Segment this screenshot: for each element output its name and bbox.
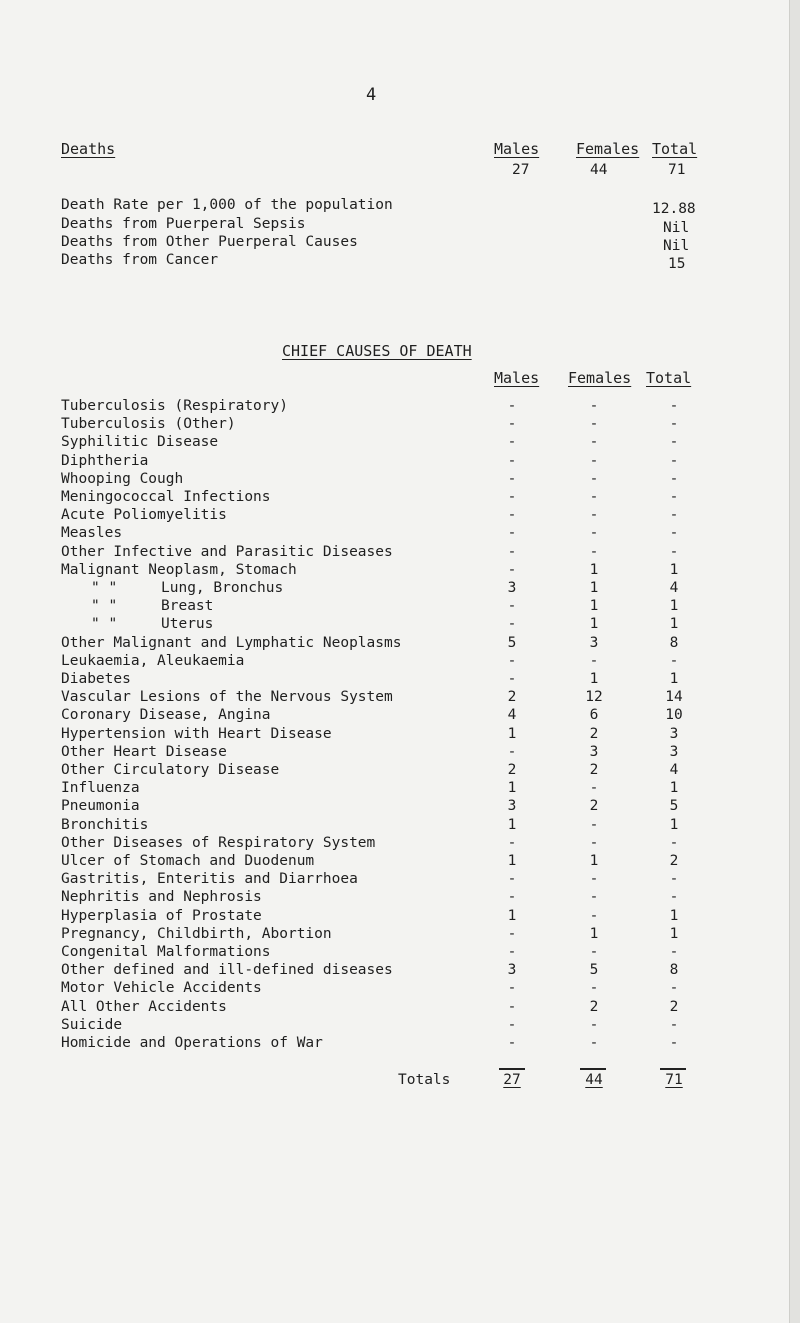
cell-total: 2 [669, 999, 679, 1015]
cell-total: - [669, 471, 679, 487]
cell-females: - [589, 416, 599, 432]
causes-col-total: Total [646, 369, 692, 387]
cell-total: 1 [669, 562, 679, 578]
cell-males: - [507, 598, 517, 614]
stat-value-other-puerperal: Nil [663, 238, 690, 254]
cause-label: Vascular Lesions of the Nervous System [61, 689, 393, 705]
stat-label-cancer: Deaths from Cancer [61, 252, 219, 268]
cause-label: Pregnancy, Childbirth, Abortion [61, 926, 332, 942]
cause-label: Other Heart Disease [61, 744, 227, 760]
cause-label: Pneumonia [61, 798, 140, 814]
summary-col-females: Females [576, 140, 640, 158]
cell-females: 1 [589, 580, 599, 596]
cell-males: - [507, 871, 517, 887]
cell-males: - [507, 744, 517, 760]
cell-males: - [507, 944, 517, 960]
cell-females: 6 [589, 707, 599, 723]
cell-males: - [507, 416, 517, 432]
stat-value-death-rate: 12.88 [652, 201, 696, 217]
cell-males: - [507, 889, 517, 905]
cell-total: - [669, 434, 679, 450]
cause-label [61, 598, 213, 614]
cell-males: - [507, 653, 517, 669]
cell-females: - [589, 653, 599, 669]
cell-total: 2 [669, 853, 679, 869]
cell-total: 3 [669, 726, 679, 742]
cell-males: - [507, 544, 517, 560]
cell-total: - [669, 889, 679, 905]
totals-rule-total [660, 1068, 686, 1070]
cell-males: - [507, 507, 517, 523]
cell-total: - [669, 544, 679, 560]
cause-label: Bronchitis [61, 817, 149, 833]
causes-col-females: Females [568, 369, 632, 387]
cell-males: 2 [507, 762, 517, 778]
totals-females: 44 [585, 1072, 603, 1088]
cause-label: Malignant Neoplasm, Stomach [61, 562, 297, 578]
cell-females: 3 [589, 635, 599, 651]
ditto-mark: " " [91, 598, 118, 614]
totals-rule-females [580, 1068, 606, 1070]
cell-females: - [589, 544, 599, 560]
cause-label: Nephritis and Nephrosis [61, 889, 262, 905]
cell-males: - [507, 835, 517, 851]
cell-males: 1 [507, 726, 517, 742]
cell-females: - [589, 1017, 599, 1033]
stat-value-puerperal-sepsis: Nil [663, 220, 690, 236]
summary-females-value: 44 [590, 162, 608, 178]
cell-total: - [669, 507, 679, 523]
cell-males: 3 [507, 798, 517, 814]
cell-females: - [589, 489, 599, 505]
summary-col-total: Total [652, 140, 698, 158]
cause-label: Other Diseases of Respiratory System [61, 835, 376, 851]
cause-label: Syphilitic Disease [61, 434, 219, 450]
cause-label: Hyperplasia of Prostate [61, 908, 262, 924]
cell-males: 2 [507, 689, 517, 705]
cause-label: Diphtheria [61, 453, 149, 469]
cell-females: 2 [589, 999, 599, 1015]
cell-total: - [669, 871, 679, 887]
cell-males: - [507, 489, 517, 505]
cause-label: Other Infective and Parasitic Diseases [61, 544, 393, 560]
cell-total: 3 [669, 744, 679, 760]
cell-total: 1 [669, 598, 679, 614]
totals-males: 27 [503, 1072, 521, 1088]
cell-females: 2 [589, 798, 599, 814]
cause-label: Congenital Malformations [61, 944, 271, 960]
cause-label: Suicide [61, 1017, 123, 1033]
cause-label: Motor Vehicle Accidents [61, 980, 262, 996]
cell-total: 1 [669, 616, 679, 632]
cause-label: Diabetes [61, 671, 131, 687]
cell-males: - [507, 1035, 517, 1051]
cause-label: All Other Accidents [61, 999, 227, 1015]
totals-label: Totals [398, 1072, 451, 1088]
cell-total: 8 [669, 635, 679, 651]
cell-females: 1 [589, 616, 599, 632]
cell-total: 4 [669, 580, 679, 596]
totals-rule-males [499, 1068, 525, 1070]
cell-females: - [589, 507, 599, 523]
cell-total: - [669, 653, 679, 669]
cell-total: 14 [665, 689, 683, 705]
cell-males: 1 [507, 780, 517, 796]
cause-label-text: Breast [161, 598, 214, 614]
cell-females: - [589, 434, 599, 450]
cell-males: - [507, 434, 517, 450]
cell-males: - [507, 471, 517, 487]
cell-females: - [589, 835, 599, 851]
stat-value-cancer: 15 [668, 256, 686, 272]
cell-females: 1 [589, 562, 599, 578]
cell-females: - [589, 398, 599, 414]
cell-total: 1 [669, 671, 679, 687]
cause-label: Ulcer of Stomach and Duodenum [61, 853, 315, 869]
cell-females: - [589, 908, 599, 924]
cause-label [61, 616, 213, 632]
cell-total: - [669, 980, 679, 996]
summary-males-value: 27 [512, 162, 530, 178]
stat-label-death-rate: Death Rate per 1,000 of the population [61, 197, 393, 213]
deaths-heading: Deaths [61, 140, 116, 158]
cell-males: - [507, 398, 517, 414]
cell-males: - [507, 999, 517, 1015]
cause-label: Acute Poliomyelitis [61, 507, 227, 523]
cell-total: - [669, 398, 679, 414]
cell-total: - [669, 1017, 679, 1033]
cell-females: 2 [589, 762, 599, 778]
cell-males: 1 [507, 853, 517, 869]
ditto-mark: " " [91, 616, 118, 632]
cell-total: - [669, 525, 679, 541]
cause-label: Coronary Disease, Angina [61, 707, 271, 723]
cell-total: - [669, 453, 679, 469]
cause-label [61, 580, 283, 596]
cell-total: 1 [669, 817, 679, 833]
cell-males: - [507, 562, 517, 578]
cell-total: - [669, 489, 679, 505]
cell-females: 3 [589, 744, 599, 760]
cell-total: 4 [669, 762, 679, 778]
cause-label: Other Circulatory Disease [61, 762, 280, 778]
cell-females: 1 [589, 598, 599, 614]
cell-males: 3 [507, 580, 517, 596]
cell-total: - [669, 1035, 679, 1051]
cell-females: - [589, 889, 599, 905]
cell-total: 8 [669, 962, 679, 978]
cause-label-text: Uterus [161, 616, 214, 632]
cell-total: - [669, 416, 679, 432]
cell-total: - [669, 835, 679, 851]
cause-label: Gastritis, Enteritis and Diarrhoea [61, 871, 358, 887]
cause-label: Whooping Cough [61, 471, 184, 487]
cause-label: Meningococcal Infections [61, 489, 271, 505]
cell-males: - [507, 980, 517, 996]
cause-label: Other defined and ill-defined diseases [61, 962, 393, 978]
cell-females: - [589, 944, 599, 960]
cell-total: 1 [669, 926, 679, 942]
stat-label-puerperal-sepsis: Deaths from Puerperal Sepsis [61, 216, 306, 232]
cell-females: - [589, 780, 599, 796]
cause-label: Hypertension with Heart Disease [61, 726, 332, 742]
causes-title: CHIEF CAUSES OF DEATH [282, 342, 472, 360]
cell-females: - [589, 471, 599, 487]
cause-label: Influenza [61, 780, 140, 796]
cell-females: 5 [589, 962, 599, 978]
summary-col-males: Males [494, 140, 540, 158]
cell-males: - [507, 671, 517, 687]
cell-total: 1 [669, 908, 679, 924]
cell-total: 5 [669, 798, 679, 814]
cell-males: - [507, 616, 517, 632]
cell-total: - [669, 944, 679, 960]
cause-label: Tuberculosis (Respiratory) [61, 398, 288, 414]
cell-total: 10 [665, 707, 683, 723]
cell-females: - [589, 525, 599, 541]
cell-females: - [589, 871, 599, 887]
cause-label-text: Lung, Bronchus [161, 580, 284, 596]
causes-col-males: Males [494, 369, 540, 387]
cell-males: - [507, 525, 517, 541]
cell-total: 1 [669, 780, 679, 796]
cell-females: - [589, 453, 599, 469]
cell-males: - [507, 1017, 517, 1033]
cell-males: 4 [507, 707, 517, 723]
cell-females: - [589, 817, 599, 833]
cell-females: - [589, 1035, 599, 1051]
totals-total: 71 [665, 1072, 683, 1088]
cell-females: 1 [589, 926, 599, 942]
cell-males: - [507, 926, 517, 942]
summary-total-value: 71 [668, 162, 686, 178]
cell-females: 2 [589, 726, 599, 742]
page-number: 4 [366, 85, 377, 105]
cell-females: 1 [589, 853, 599, 869]
page-edge [789, 0, 800, 1323]
cell-females: 1 [589, 671, 599, 687]
cell-females: 12 [585, 689, 603, 705]
cause-label: Leukaemia, Aleukaemia [61, 653, 245, 669]
cell-males: 1 [507, 908, 517, 924]
cell-males: 1 [507, 817, 517, 833]
cell-males: 3 [507, 962, 517, 978]
cell-females: - [589, 980, 599, 996]
cell-males: - [507, 453, 517, 469]
stat-label-other-puerperal: Deaths from Other Puerperal Causes [61, 234, 358, 250]
cause-label: Homicide and Operations of War [61, 1035, 323, 1051]
cause-label: Measles [61, 525, 123, 541]
cause-label: Other Malignant and Lymphatic Neoplasms [61, 635, 402, 651]
cell-males: 5 [507, 635, 517, 651]
ditto-mark: " " [91, 580, 118, 596]
cause-label: Tuberculosis (Other) [61, 416, 236, 432]
